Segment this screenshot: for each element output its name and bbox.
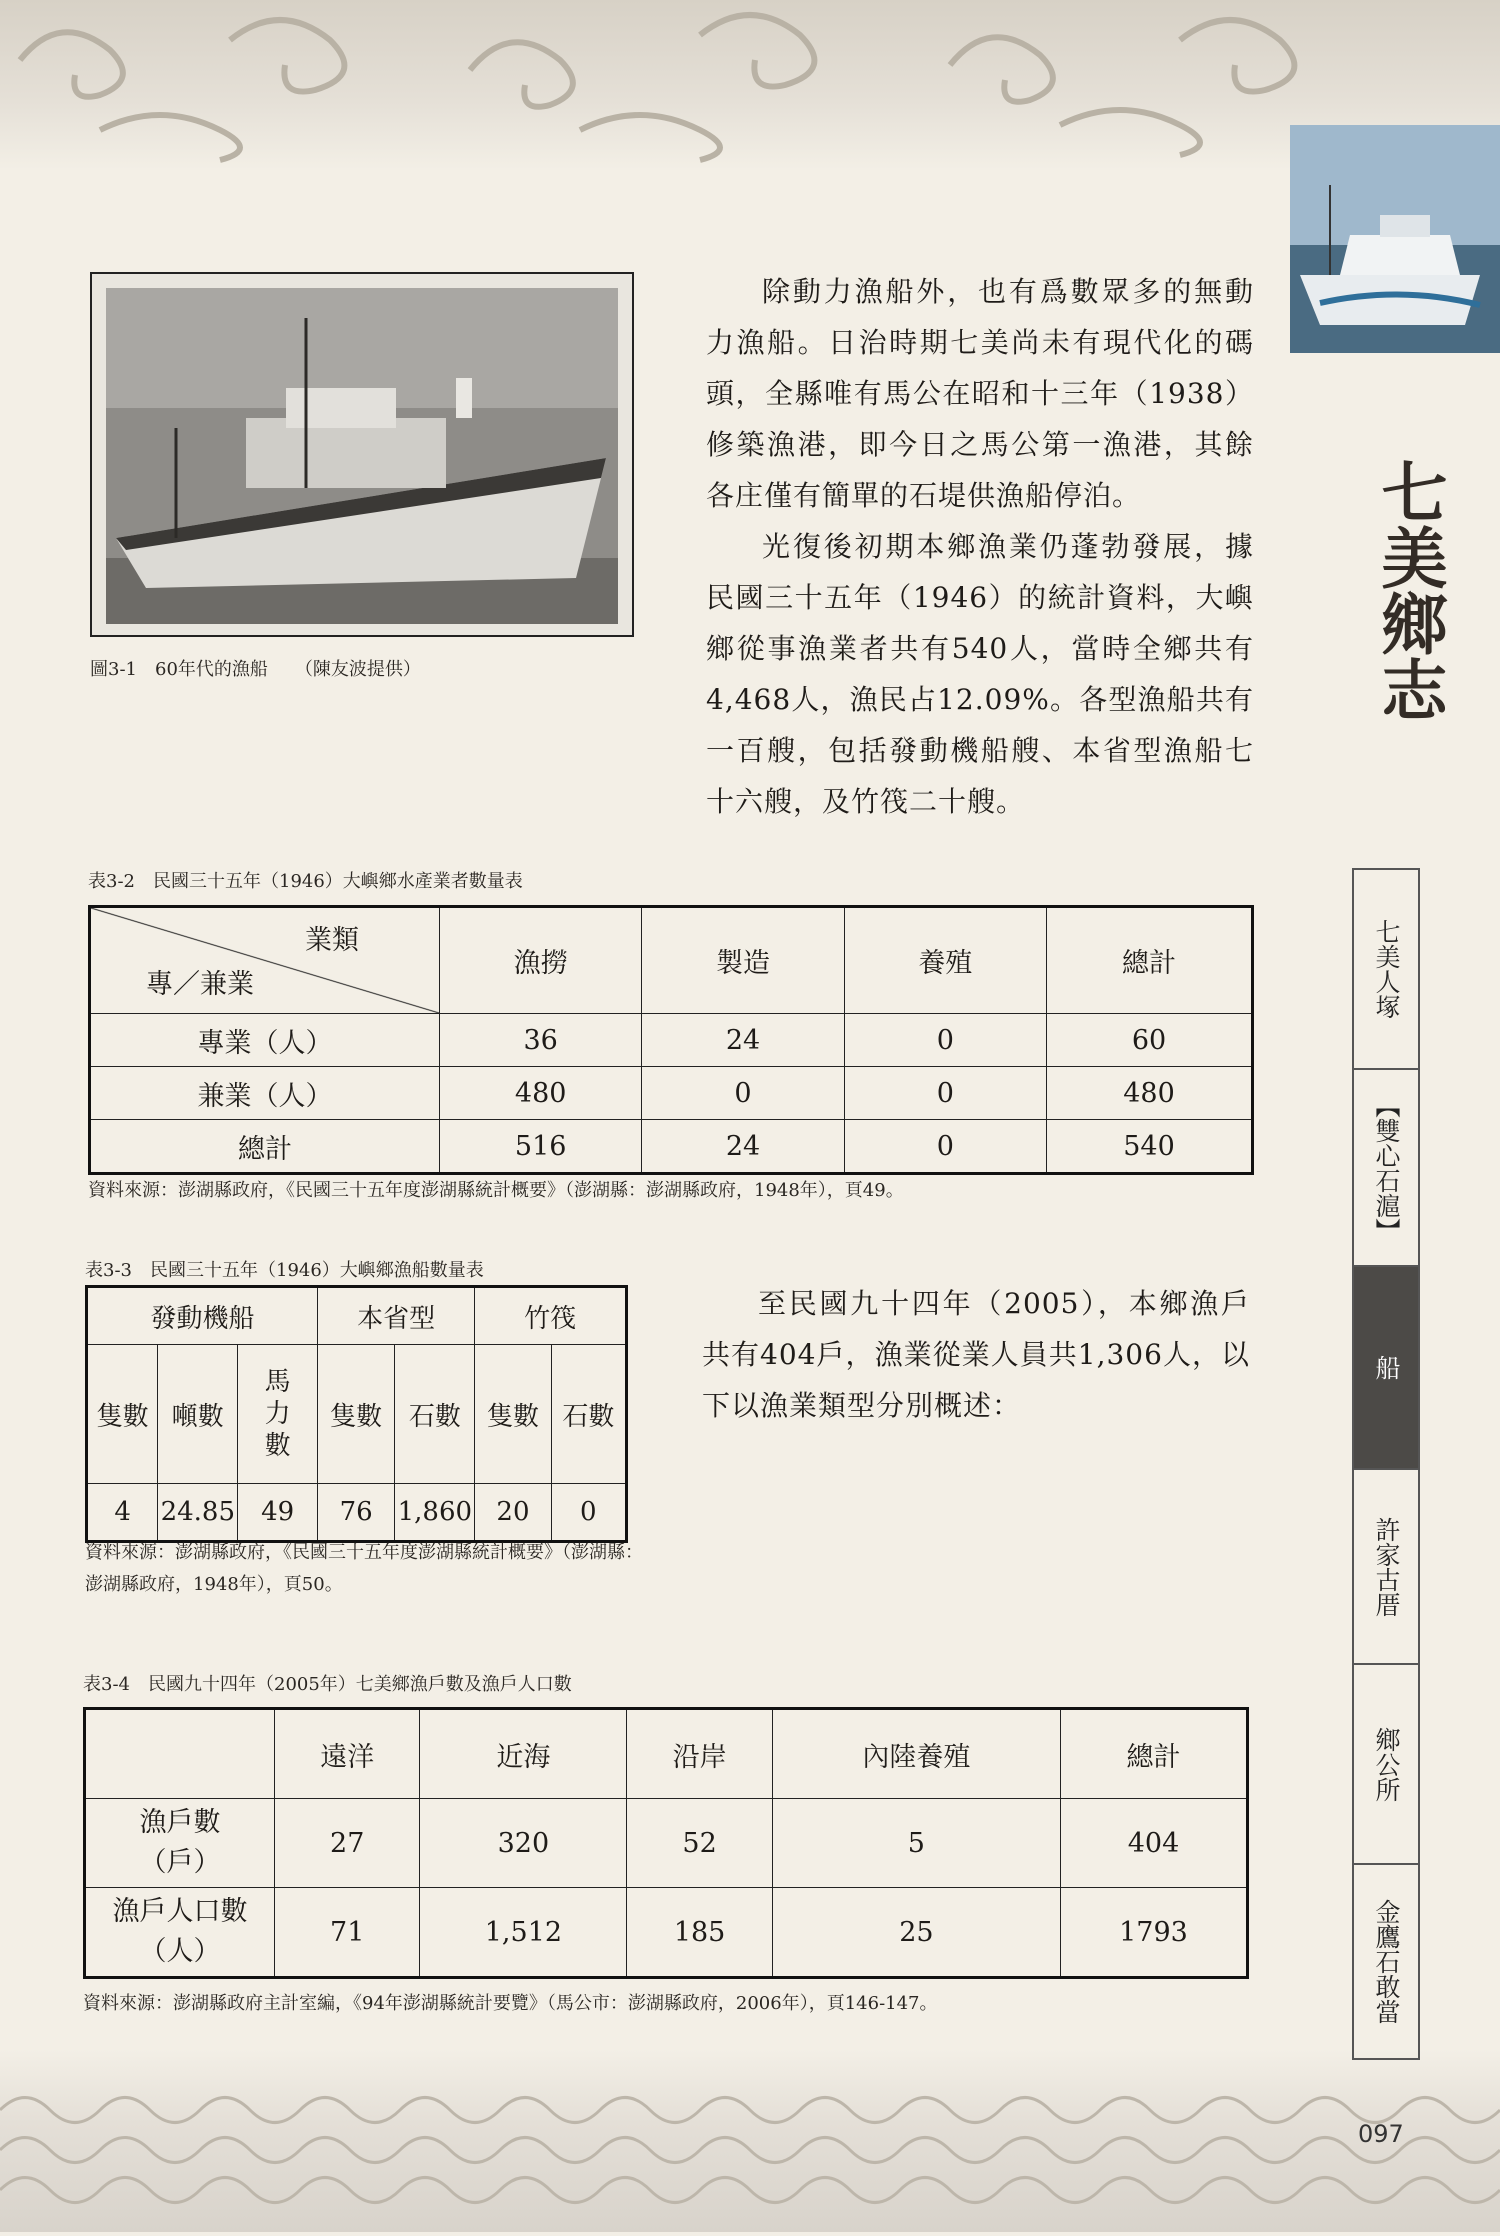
- table-cell: 1,512: [420, 1888, 627, 1978]
- table-3-4: [83, 1707, 1249, 1979]
- row-label: 專業（人）: [90, 1014, 440, 1067]
- sidebar-item-qimei-tomb[interactable]: 七美人塚: [1354, 868, 1418, 1068]
- table-cell: 24.85: [158, 1484, 238, 1542]
- table-cell: 480: [440, 1067, 642, 1120]
- table-cell: 49: [238, 1484, 318, 1542]
- column-header: 總計: [1060, 1709, 1247, 1799]
- table-cell: 24: [642, 1120, 844, 1174]
- table-cell: 52: [627, 1799, 772, 1888]
- row-label: 兼業（人）: [90, 1067, 440, 1120]
- table-header-row: [87, 1287, 627, 1345]
- subheader-cell: 隻數: [318, 1345, 395, 1484]
- table-row: [87, 1484, 627, 1542]
- table-cell: 36: [440, 1014, 642, 1067]
- table-3-2-source: 資料來源：澎湖縣政府，《民國三十五年度澎湖縣統計概要》（澎湖縣：澎湖縣政府，1948年），頁49。: [88, 1180, 904, 1201]
- figure-caption: 圖3-1 60年代的漁船 （陳友波提供）: [90, 659, 421, 680]
- body-text-top: [706, 266, 1254, 827]
- table-cell: 60: [1046, 1014, 1252, 1067]
- table-3-2: [88, 905, 1254, 1175]
- cloud-pattern-header: [0, 0, 1500, 170]
- subheader-cell: 隻數: [475, 1345, 551, 1484]
- wave-pattern-footer: [0, 2050, 1500, 2232]
- subheader-cell: 馬力數: [238, 1345, 318, 1484]
- table-subheader-row: [87, 1345, 627, 1484]
- table-cell: 540: [1046, 1120, 1252, 1174]
- table-3-3: [85, 1285, 628, 1543]
- subheader-cell: 石數: [395, 1345, 475, 1484]
- column-header: 遠洋: [275, 1709, 420, 1799]
- corner-bottom-label: 專／兼業: [146, 969, 254, 1000]
- table-cell: 4: [87, 1484, 158, 1542]
- table-cell: 0: [844, 1067, 1046, 1120]
- table-cell: 0: [844, 1014, 1046, 1067]
- table-cell: 404: [1060, 1799, 1247, 1888]
- table-cell: 0: [551, 1484, 626, 1542]
- book-title-vertical: 七美鄉志: [1370, 458, 1448, 722]
- corner-top-label: 業類: [305, 925, 359, 956]
- table-cell: 1,860: [395, 1484, 475, 1542]
- subheader-cell: 噸數: [158, 1345, 238, 1484]
- table-3-4-caption: 表3-4 民國九十四年（2005年）七美鄉漁戶數及漁戶人口數: [83, 1674, 572, 1695]
- empty-header-cell: [85, 1709, 275, 1799]
- sidebar-item-boat[interactable]: 船: [1354, 1265, 1418, 1468]
- cloud-decoration-icon: [0, 0, 1500, 170]
- paragraph-3: 至民國九十四年（2005），本鄉漁戶共有404戶，漁業從業人員共1,306人，以下以漁業類型分別概述：: [702, 1287, 1250, 1422]
- paragraph-1: 除動力漁船外，也有爲數眾多的無動力漁船。日治時期七美尚未有現代化的碼頭，全縣唯有馬公在昭和十三年（1938）修築漁港，即今日之馬公第一漁港，其餘各庄僅有簡單的石堤供漁船停泊。: [706, 275, 1254, 512]
- table-header-row: [85, 1709, 1248, 1799]
- table-row: [85, 1888, 1248, 1978]
- table-cell: 71: [275, 1888, 420, 1978]
- table-cell: 1793: [1060, 1888, 1247, 1978]
- table-cell: 27: [275, 1799, 420, 1888]
- table-cell: 20: [475, 1484, 551, 1542]
- paragraph-2: 光復後初期本鄉漁業仍蓬勃發展，據民國三十五年（1946）的統計資料，大嶼鄉從事漁業者共有540人，當時全鄉共有4,468人，漁民占12.09%。各型漁船共有一百艘，包括發動機船艘、本省型漁船七十六艘，及竹筏二十艘。: [706, 530, 1254, 818]
- row-label: 漁戶數（戶）: [85, 1799, 275, 1888]
- sidebar-nav: [1352, 868, 1420, 2060]
- table-row: [90, 1014, 1253, 1067]
- table-cell: 516: [440, 1120, 642, 1174]
- corner-header-cell: [90, 907, 440, 1014]
- sidebar-item-twin-hearts[interactable]: 【雙心石滬】: [1354, 1068, 1418, 1265]
- table-cell: 320: [420, 1799, 627, 1888]
- table-row: [85, 1799, 1248, 1888]
- wave-decoration-icon: [0, 2050, 1500, 2232]
- table-3-3-caption: 表3-3 民國三十五年（1946）大嶼鄉漁船數量表: [85, 1260, 484, 1281]
- table-cell: 0: [642, 1067, 844, 1120]
- table-cell: 76: [318, 1484, 395, 1542]
- group-header: 本省型: [318, 1287, 475, 1345]
- table-row: [90, 1120, 1253, 1174]
- subheader-cell: 石數: [551, 1345, 626, 1484]
- column-header: 製造: [642, 907, 844, 1014]
- page-number: 097: [1358, 2120, 1404, 2148]
- table-header-row: [90, 907, 1253, 1014]
- table-cell: 0: [844, 1120, 1046, 1174]
- column-header: 養殖: [844, 907, 1046, 1014]
- ferry-photo: [1290, 125, 1500, 353]
- group-header: 發動機船: [87, 1287, 318, 1345]
- table-cell: 185: [627, 1888, 772, 1978]
- row-label: 漁戶人口數（人）: [85, 1888, 275, 1978]
- column-header: 近海: [420, 1709, 627, 1799]
- subheader-cell: 隻數: [87, 1345, 158, 1484]
- sidebar-item-eagle-stone[interactable]: 金鷹石敢當: [1354, 1863, 1418, 2058]
- boat-photo: [90, 272, 634, 637]
- table-cell: 480: [1046, 1067, 1252, 1120]
- column-header: 沿岸: [627, 1709, 772, 1799]
- table-3-4-source: 資料來源：澎湖縣政府主計室編，《94年澎湖縣統計要覽》（馬公市：澎湖縣政府，2006年），頁146-147。: [83, 1993, 938, 2014]
- fishing-boat-image: [106, 288, 618, 624]
- column-header: 總計: [1046, 907, 1252, 1014]
- sidebar-item-hsu-house[interactable]: 許家古厝: [1354, 1468, 1418, 1663]
- sidebar-item-township-office[interactable]: 鄉公所: [1354, 1663, 1418, 1863]
- body-text-middle: [702, 1278, 1250, 1431]
- table-3-3-source: 資料來源：澎湖縣政府，《民國三十五年度澎湖縣統計概要》（澎湖縣：澎湖縣政府，1948年），頁50。: [85, 1542, 643, 1595]
- table-cell: 25: [772, 1888, 1060, 1978]
- column-header: 內陸養殖: [772, 1709, 1060, 1799]
- table-row: [90, 1067, 1253, 1120]
- table-cell: 24: [642, 1014, 844, 1067]
- row-label: 總計: [90, 1120, 440, 1174]
- column-header: 漁撈: [440, 907, 642, 1014]
- table-3-2-caption: 表3-2 民國三十五年（1946）大嶼鄉水產業者數量表: [88, 871, 523, 892]
- table-cell: 5: [772, 1799, 1060, 1888]
- group-header: 竹筏: [475, 1287, 627, 1345]
